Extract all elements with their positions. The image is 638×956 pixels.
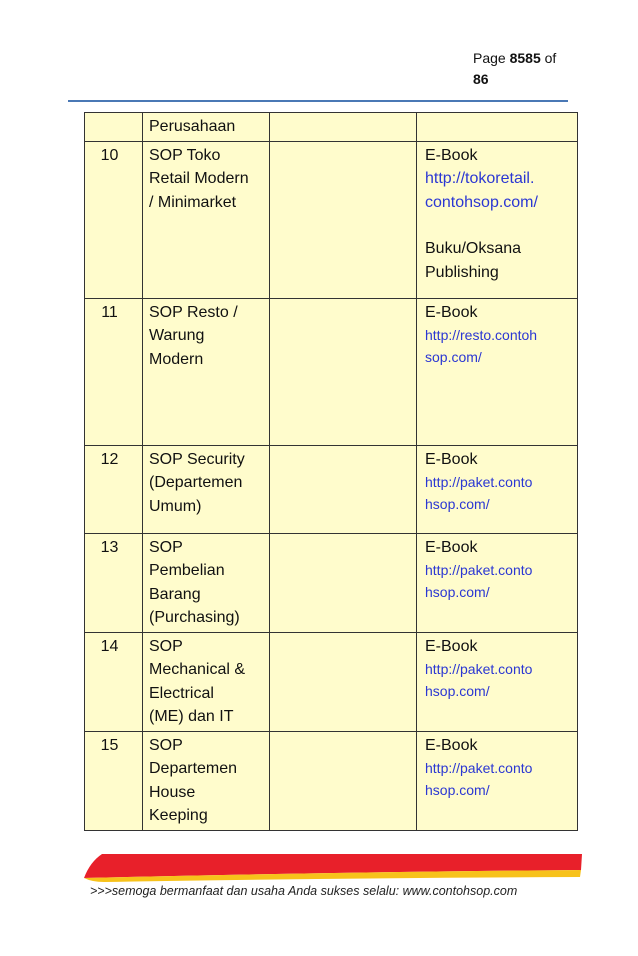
table-row <box>85 141 578 298</box>
cell-title <box>143 533 270 632</box>
total-pages: 86 <box>473 71 489 87</box>
resource-link[interactable]: http://resto.contoh <box>425 327 538 343</box>
resource-type: E-Book <box>425 450 478 468</box>
title-line: SOP Security <box>149 450 245 468</box>
resource-type: E-Book <box>425 146 478 164</box>
cell-no: 12 <box>85 445 143 533</box>
table-row-partial <box>85 113 578 142</box>
cell-resource <box>417 445 578 533</box>
cell-resource <box>417 298 578 445</box>
cell-no: 13 <box>85 533 143 632</box>
page-number-header <box>473 48 556 90</box>
resource-link[interactable]: http://paket.conto <box>425 474 533 490</box>
cell-empty <box>270 445 417 533</box>
cell-title <box>143 113 270 142</box>
resource-type: E-Book <box>425 736 478 754</box>
page-label: Page <box>473 50 506 66</box>
cell-title <box>143 141 270 298</box>
header-rule <box>68 100 568 102</box>
publisher-line: Publishing <box>425 263 499 281</box>
cell-title <box>143 298 270 445</box>
cell-no <box>85 113 143 142</box>
resource-link[interactable]: hsop.com/ <box>425 782 490 798</box>
cell-no: 15 <box>85 731 143 830</box>
title-line: Warung <box>149 327 205 344</box>
cell-empty <box>270 533 417 632</box>
cell-no: 14 <box>85 632 143 731</box>
table-row <box>85 533 578 632</box>
spacer <box>425 214 571 237</box>
title-line: House <box>149 783 196 801</box>
resource-type: E-Book <box>425 637 478 655</box>
table-row <box>85 298 578 445</box>
page-number: 8585 <box>509 50 541 66</box>
cell-resource <box>417 533 578 632</box>
title-text: Perusahaan <box>149 118 236 135</box>
title-line: (Departemen <box>149 474 243 491</box>
resource-link[interactable]: hsop.com/ <box>425 584 490 600</box>
cell-empty <box>270 731 417 830</box>
title-line: Retail Modern <box>149 170 249 187</box>
cell-empty <box>270 298 417 445</box>
resource-link[interactable]: http://paket.conto <box>425 661 533 677</box>
title-line: SOP <box>149 637 183 655</box>
title-line: Umum) <box>149 497 202 515</box>
title-line: Keeping <box>149 807 208 824</box>
title-line: Modern <box>149 350 204 368</box>
table-row <box>85 445 578 533</box>
title-line: (ME) dan IT <box>149 708 234 725</box>
resource-type: E-Book <box>425 303 478 321</box>
title-line: Mechanical & <box>149 661 246 678</box>
resource-link[interactable]: contohsop.com/ <box>425 193 538 211</box>
title-line: Pembelian <box>149 562 225 579</box>
title-line: Electrical <box>149 684 214 702</box>
title-line: Barang <box>149 585 201 603</box>
footer-decorative-band <box>84 852 584 882</box>
cell-empty <box>270 113 417 142</box>
cell-title <box>143 632 270 731</box>
cell-title <box>143 445 270 533</box>
resource-link[interactable]: http://tokoretail. <box>425 170 535 187</box>
title-line: / Minimarket <box>149 193 237 211</box>
title-line: SOP Toko <box>149 146 221 164</box>
resource-link[interactable]: http://paket.conto <box>425 562 533 578</box>
cell-resource <box>417 731 578 830</box>
publisher-line: Buku/Oksana <box>425 240 522 257</box>
footer-text: >>>semoga bermanfaat dan usaha Anda sukses selalu: www.contohsop.com <box>90 884 518 898</box>
title-line: Departemen <box>149 760 238 777</box>
resource-link[interactable]: hsop.com/ <box>425 683 490 699</box>
resource-type: E-Book <box>425 538 478 556</box>
sop-table <box>84 112 578 831</box>
cell-resource <box>417 141 578 298</box>
cell-no: 11 <box>85 298 143 445</box>
title-line: SOP Resto / <box>149 303 238 321</box>
of-label: of <box>544 50 557 66</box>
table-row <box>85 731 578 830</box>
resource-link[interactable]: sop.com/ <box>425 349 482 365</box>
title-line: SOP <box>149 736 183 754</box>
cell-empty <box>270 632 417 731</box>
cell-resource <box>417 113 578 142</box>
table-row <box>85 632 578 731</box>
title-line: SOP <box>149 538 183 556</box>
resource-link[interactable]: hsop.com/ <box>425 496 490 512</box>
cell-no: 10 <box>85 141 143 298</box>
cell-resource <box>417 632 578 731</box>
title-line: (Purchasing) <box>149 609 240 626</box>
cell-empty <box>270 141 417 298</box>
resource-link[interactable]: http://paket.conto <box>425 760 533 776</box>
cell-title <box>143 731 270 830</box>
